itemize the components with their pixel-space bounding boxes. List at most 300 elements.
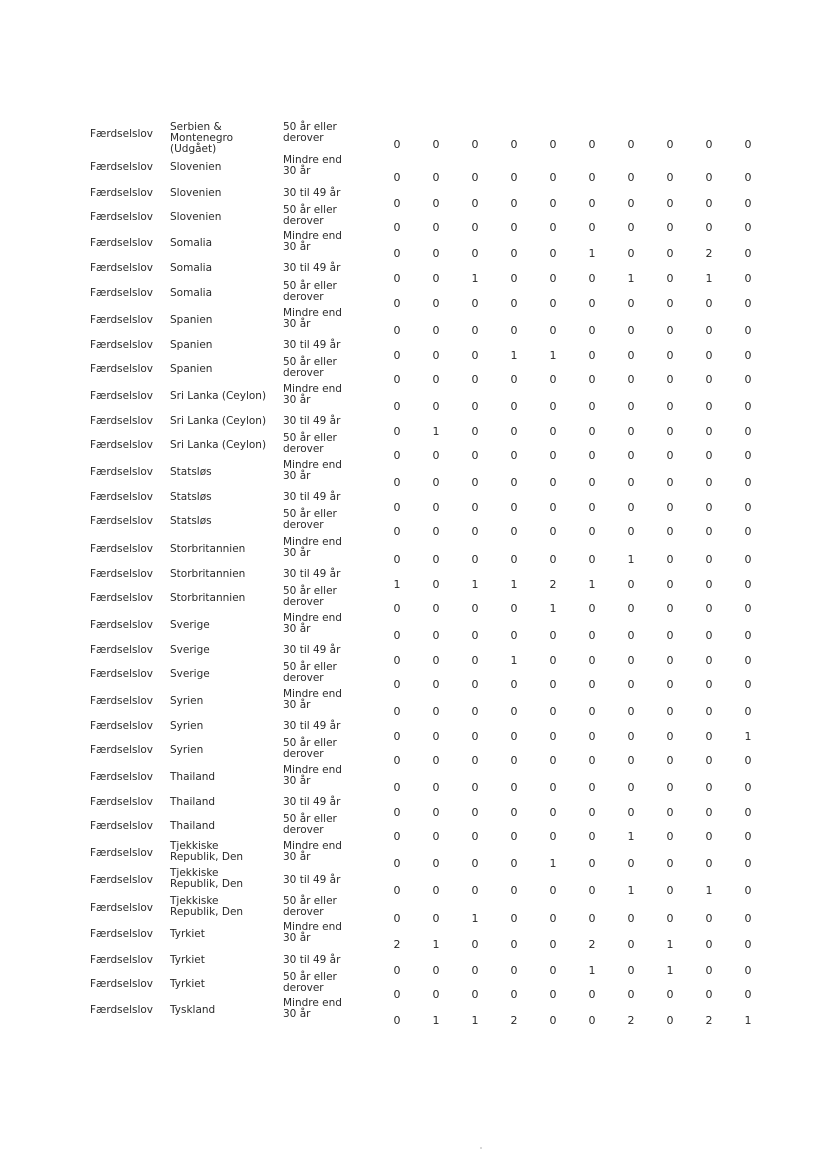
table-row: [0, 432, 828, 460]
country-cell: Tjekkiske Republik, Den: [170, 895, 244, 918]
value-cell: 0: [471, 400, 479, 413]
value-cell: 0: [666, 857, 674, 870]
value-cell: 0: [471, 964, 479, 977]
country-cell: Serbien & Montenegro (Udgået): [170, 121, 234, 155]
value-cell: 0: [510, 602, 518, 615]
value-cell: 0: [549, 988, 557, 1001]
value-cell: 0: [666, 221, 674, 234]
value-cell: 1: [627, 830, 635, 843]
value-cell: 0: [393, 449, 401, 462]
table-row: [0, 459, 828, 487]
value-cell: 0: [510, 857, 518, 870]
value-cell: 0: [432, 578, 440, 591]
value-cell: 0: [666, 678, 674, 691]
value-cell: 0: [588, 678, 596, 691]
law-cell: Færdselslov: [90, 668, 154, 680]
value-cell: 0: [666, 400, 674, 413]
value-cell: 1: [666, 938, 674, 951]
value-cell: 0: [744, 373, 752, 386]
value-cell: 0: [705, 476, 713, 489]
value-cell: 0: [549, 449, 557, 462]
country-cell: Tyrkiet: [170, 978, 205, 990]
country-cell: Spanien: [170, 314, 213, 326]
value-cell: 0: [471, 425, 479, 438]
value-cell: 0: [588, 349, 596, 362]
value-cell: 0: [588, 730, 596, 743]
value-cell: 0: [471, 857, 479, 870]
value-cell: 0: [627, 525, 635, 538]
law-cell: Færdselslov: [90, 211, 154, 223]
value-cell: 0: [627, 297, 635, 310]
value-cell: 0: [393, 324, 401, 337]
value-cell: 0: [393, 221, 401, 234]
value-cell: 0: [393, 425, 401, 438]
value-cell: 0: [588, 171, 596, 184]
value-cell: 0: [744, 678, 752, 691]
value-cell: 0: [432, 138, 440, 151]
value-cell: 0: [393, 297, 401, 310]
value-cell: 0: [588, 373, 596, 386]
value-cell: 0: [744, 988, 752, 1001]
value-cell: 0: [510, 806, 518, 819]
value-cell: 0: [666, 830, 674, 843]
value-cell: 0: [549, 138, 557, 151]
value-cell: 0: [549, 373, 557, 386]
value-cell: 0: [627, 781, 635, 794]
value-cell: 0: [744, 197, 752, 210]
value-cell: 0: [588, 806, 596, 819]
value-cell: 0: [588, 138, 596, 151]
law-cell: Færdselslov: [90, 128, 154, 140]
law-cell: Færdselslov: [90, 820, 154, 832]
value-cell: 0: [666, 525, 674, 538]
value-cell: 1: [471, 578, 479, 591]
age-group-cell: Mindre end 30 år: [283, 688, 342, 711]
value-cell: 0: [393, 138, 401, 151]
table-row: [0, 661, 828, 689]
table-row: [0, 585, 828, 613]
value-cell: 0: [510, 781, 518, 794]
value-cell: 0: [393, 373, 401, 386]
value-cell: 0: [744, 221, 752, 234]
value-cell: 0: [666, 297, 674, 310]
law-cell: Færdselslov: [90, 187, 154, 199]
value-cell: 0: [666, 1014, 674, 1027]
value-cell: 0: [471, 678, 479, 691]
age-group-cell: 30 til 49 år: [283, 187, 341, 199]
value-cell: 0: [393, 197, 401, 210]
law-cell: Færdselslov: [90, 491, 154, 503]
country-cell: Tjekkiske Republik, Den: [170, 840, 244, 863]
age-group-cell: 50 år eller derover: [283, 356, 337, 379]
value-cell: 0: [549, 781, 557, 794]
value-cell: 0: [549, 754, 557, 767]
value-cell: 0: [393, 602, 401, 615]
value-cell: 0: [705, 705, 713, 718]
value-cell: 1: [588, 964, 596, 977]
value-cell: 0: [471, 197, 479, 210]
value-cell: 0: [432, 476, 440, 489]
value-cell: 0: [510, 884, 518, 897]
value-cell: 0: [510, 247, 518, 260]
value-cell: 0: [432, 501, 440, 514]
value-cell: 0: [588, 781, 596, 794]
country-cell: Spanien: [170, 363, 213, 375]
value-cell: 0: [705, 400, 713, 413]
law-cell: Færdselslov: [90, 161, 154, 173]
value-cell: 0: [705, 324, 713, 337]
value-cell: 0: [510, 297, 518, 310]
value-cell: 0: [393, 988, 401, 1001]
country-cell: Somalia: [170, 287, 213, 299]
value-cell: 0: [744, 938, 752, 951]
value-cell: 0: [744, 349, 752, 362]
law-cell: Færdselslov: [90, 954, 154, 966]
value-cell: 0: [666, 884, 674, 897]
value-cell: 1: [549, 857, 557, 870]
value-cell: 0: [744, 553, 752, 566]
age-group-cell: 30 til 49 år: [283, 262, 341, 274]
age-group-cell: 50 år eller derover: [283, 737, 337, 760]
law-cell: Færdselslov: [90, 543, 154, 555]
value-cell: 0: [510, 964, 518, 977]
table-row: [0, 508, 828, 536]
value-cell: 0: [627, 912, 635, 925]
value-cell: 0: [432, 629, 440, 642]
value-cell: 0: [510, 629, 518, 642]
value-cell: 1: [666, 964, 674, 977]
value-cell: 1: [393, 578, 401, 591]
value-cell: 0: [471, 654, 479, 667]
value-cell: 0: [744, 912, 752, 925]
law-cell: Færdselslov: [90, 644, 154, 656]
value-cell: 0: [705, 857, 713, 870]
value-cell: 0: [393, 272, 401, 285]
value-cell: 0: [510, 754, 518, 767]
value-cell: 0: [549, 830, 557, 843]
value-cell: 0: [744, 247, 752, 260]
value-cell: 1: [549, 349, 557, 362]
value-cell: 0: [510, 373, 518, 386]
value-cell: 1: [549, 602, 557, 615]
value-cell: 0: [471, 138, 479, 151]
value-cell: 0: [744, 324, 752, 337]
value-cell: 0: [549, 730, 557, 743]
value-cell: 0: [588, 1014, 596, 1027]
value-cell: 0: [627, 678, 635, 691]
age-group-cell: 30 til 49 år: [283, 874, 341, 886]
value-cell: 0: [705, 197, 713, 210]
value-cell: 1: [627, 553, 635, 566]
value-cell: 0: [705, 964, 713, 977]
value-cell: 0: [471, 221, 479, 234]
value-cell: 0: [666, 272, 674, 285]
value-cell: 0: [471, 553, 479, 566]
value-cell: 0: [432, 221, 440, 234]
value-cell: 0: [432, 857, 440, 870]
value-cell: 0: [510, 830, 518, 843]
law-cell: Færdselslov: [90, 339, 154, 351]
value-cell: 0: [471, 602, 479, 615]
value-cell: 0: [666, 449, 674, 462]
value-cell: 1: [471, 272, 479, 285]
value-cell: 0: [627, 705, 635, 718]
value-cell: 0: [432, 754, 440, 767]
value-cell: 0: [627, 754, 635, 767]
value-cell: 0: [588, 988, 596, 1001]
age-group-cell: 50 år eller derover: [283, 813, 337, 836]
age-group-cell: 30 til 49 år: [283, 568, 341, 580]
value-cell: 0: [744, 400, 752, 413]
value-cell: 0: [393, 171, 401, 184]
country-cell: Thailand: [170, 796, 216, 808]
value-cell: 0: [666, 553, 674, 566]
country-cell: Slovenien: [170, 187, 222, 199]
age-group-cell: 50 år eller derover: [283, 280, 337, 303]
age-group-cell: 50 år eller derover: [283, 121, 337, 144]
value-cell: 0: [393, 349, 401, 362]
value-cell: 0: [705, 578, 713, 591]
value-cell: 0: [432, 324, 440, 337]
value-cell: 0: [744, 654, 752, 667]
value-cell: 0: [627, 578, 635, 591]
value-cell: 0: [627, 425, 635, 438]
table-row: [0, 867, 828, 895]
value-cell: 0: [744, 857, 752, 870]
value-cell: 0: [744, 806, 752, 819]
value-cell: 0: [627, 247, 635, 260]
table-row: [0, 204, 828, 232]
table-row: [0, 840, 828, 868]
table-row: [0, 255, 828, 283]
value-cell: 0: [588, 425, 596, 438]
value-cell: 2: [705, 247, 713, 260]
age-group-cell: Mindre end 30 år: [283, 997, 342, 1020]
value-cell: 0: [432, 525, 440, 538]
value-cell: 0: [705, 221, 713, 234]
value-cell: 0: [393, 501, 401, 514]
value-cell: 0: [432, 912, 440, 925]
value-cell: 0: [432, 247, 440, 260]
value-cell: 0: [588, 272, 596, 285]
value-cell: 0: [627, 964, 635, 977]
value-cell: 0: [393, 754, 401, 767]
value-cell: 0: [549, 705, 557, 718]
value-cell: 0: [549, 553, 557, 566]
value-cell: 0: [471, 988, 479, 1001]
value-cell: 0: [588, 525, 596, 538]
country-cell: Sverige: [170, 644, 210, 656]
value-cell: 1: [627, 272, 635, 285]
law-cell: Færdselslov: [90, 695, 154, 707]
value-cell: 0: [666, 806, 674, 819]
value-cell: 0: [393, 830, 401, 843]
law-cell: Færdselslov: [90, 363, 154, 375]
value-cell: 1: [588, 247, 596, 260]
age-group-cell: Mindre end 30 år: [283, 459, 342, 482]
age-group-cell: 30 til 49 år: [283, 796, 341, 808]
value-cell: 0: [627, 171, 635, 184]
value-cell: 0: [627, 197, 635, 210]
value-cell: 0: [393, 247, 401, 260]
value-cell: 0: [588, 857, 596, 870]
value-cell: 0: [627, 602, 635, 615]
value-cell: 0: [705, 754, 713, 767]
value-cell: 0: [510, 272, 518, 285]
value-cell: 0: [744, 602, 752, 615]
value-cell: 0: [744, 964, 752, 977]
value-cell: 0: [627, 373, 635, 386]
value-cell: 1: [432, 425, 440, 438]
value-cell: 0: [510, 988, 518, 1001]
country-cell: Sverige: [170, 668, 210, 680]
value-cell: 1: [471, 912, 479, 925]
value-cell: 0: [666, 602, 674, 615]
country-cell: Thailand: [170, 771, 216, 783]
value-cell: 1: [744, 1014, 752, 1027]
country-cell: Syrien: [170, 744, 204, 756]
value-cell: 0: [588, 705, 596, 718]
age-group-cell: 30 til 49 år: [283, 339, 341, 351]
law-cell: Færdselslov: [90, 515, 154, 527]
value-cell: 0: [393, 806, 401, 819]
value-cell: 0: [432, 272, 440, 285]
value-cell: 0: [666, 349, 674, 362]
value-cell: 0: [393, 654, 401, 667]
country-cell: Somalia: [170, 262, 213, 274]
country-cell: Thailand: [170, 820, 216, 832]
age-group-cell: Mindre end 30 år: [283, 921, 342, 944]
law-cell: Færdselslov: [90, 439, 154, 451]
value-cell: 0: [744, 425, 752, 438]
value-cell: 0: [666, 425, 674, 438]
value-cell: 0: [705, 730, 713, 743]
value-cell: 0: [666, 501, 674, 514]
country-cell: Sri Lanka (Ceylon): [170, 415, 267, 427]
value-cell: 0: [549, 197, 557, 210]
value-cell: 0: [471, 501, 479, 514]
scan-speck: [480, 1147, 482, 1149]
value-cell: 0: [471, 730, 479, 743]
law-cell: Færdselslov: [90, 287, 154, 299]
value-cell: 0: [549, 247, 557, 260]
value-cell: 0: [744, 501, 752, 514]
value-cell: 0: [705, 449, 713, 462]
value-cell: 1: [510, 654, 518, 667]
value-cell: 0: [666, 138, 674, 151]
value-cell: 0: [471, 324, 479, 337]
value-cell: 0: [432, 806, 440, 819]
age-group-cell: 50 år eller derover: [283, 585, 337, 608]
value-cell: 0: [510, 705, 518, 718]
value-cell: 0: [627, 400, 635, 413]
value-cell: 0: [666, 373, 674, 386]
table-row: [0, 688, 828, 716]
value-cell: 2: [549, 578, 557, 591]
country-cell: Syrien: [170, 695, 204, 707]
age-group-cell: Mindre end 30 år: [283, 764, 342, 787]
value-cell: 0: [588, 912, 596, 925]
value-cell: 0: [510, 138, 518, 151]
law-cell: Færdselslov: [90, 928, 154, 940]
country-cell: Tyskland: [170, 1004, 216, 1016]
value-cell: 0: [549, 964, 557, 977]
value-cell: 0: [471, 373, 479, 386]
value-cell: 0: [432, 602, 440, 615]
value-cell: 0: [588, 476, 596, 489]
value-cell: 0: [549, 324, 557, 337]
country-cell: Spanien: [170, 339, 213, 351]
law-cell: Færdselslov: [90, 1004, 154, 1016]
value-cell: 0: [666, 247, 674, 260]
table-row: [0, 121, 828, 155]
law-cell: Færdselslov: [90, 720, 154, 732]
law-cell: Færdselslov: [90, 415, 154, 427]
country-cell: Sverige: [170, 619, 210, 631]
value-cell: 0: [705, 138, 713, 151]
law-cell: Færdselslov: [90, 592, 154, 604]
value-cell: 0: [705, 602, 713, 615]
value-cell: 0: [471, 806, 479, 819]
value-cell: 0: [666, 781, 674, 794]
value-cell: 0: [549, 806, 557, 819]
value-cell: 0: [666, 654, 674, 667]
value-cell: 0: [705, 171, 713, 184]
law-cell: Færdselslov: [90, 466, 154, 478]
value-cell: 0: [744, 705, 752, 718]
value-cell: 0: [627, 138, 635, 151]
value-cell: 0: [666, 988, 674, 1001]
value-cell: 0: [471, 247, 479, 260]
value-cell: 0: [627, 349, 635, 362]
value-cell: 0: [705, 629, 713, 642]
value-cell: 0: [744, 476, 752, 489]
value-cell: 0: [627, 730, 635, 743]
value-cell: 0: [510, 449, 518, 462]
value-cell: 0: [705, 373, 713, 386]
value-cell: 0: [432, 678, 440, 691]
value-cell: 0: [471, 884, 479, 897]
value-cell: 0: [549, 912, 557, 925]
law-cell: Færdselslov: [90, 744, 154, 756]
value-cell: 0: [588, 449, 596, 462]
law-cell: Færdselslov: [90, 771, 154, 783]
value-cell: 0: [588, 830, 596, 843]
table-row: [0, 737, 828, 765]
value-cell: 0: [705, 553, 713, 566]
value-cell: 0: [510, 912, 518, 925]
value-cell: 0: [549, 501, 557, 514]
country-cell: Slovenien: [170, 211, 222, 223]
country-cell: Statsløs: [170, 466, 212, 478]
value-cell: 0: [393, 476, 401, 489]
value-cell: 0: [705, 297, 713, 310]
value-cell: 0: [549, 1014, 557, 1027]
value-cell: 0: [549, 938, 557, 951]
value-cell: 0: [666, 171, 674, 184]
law-cell: Færdselslov: [90, 619, 154, 631]
value-cell: 0: [393, 1014, 401, 1027]
law-cell: Færdselslov: [90, 568, 154, 580]
age-group-cell: Mindre end 30 år: [283, 230, 342, 253]
value-cell: 0: [432, 988, 440, 1001]
value-cell: 2: [393, 938, 401, 951]
age-group-cell: 30 til 49 år: [283, 415, 341, 427]
value-cell: 1: [705, 884, 713, 897]
value-cell: 0: [510, 730, 518, 743]
table-row: [0, 280, 828, 308]
value-cell: 0: [666, 912, 674, 925]
